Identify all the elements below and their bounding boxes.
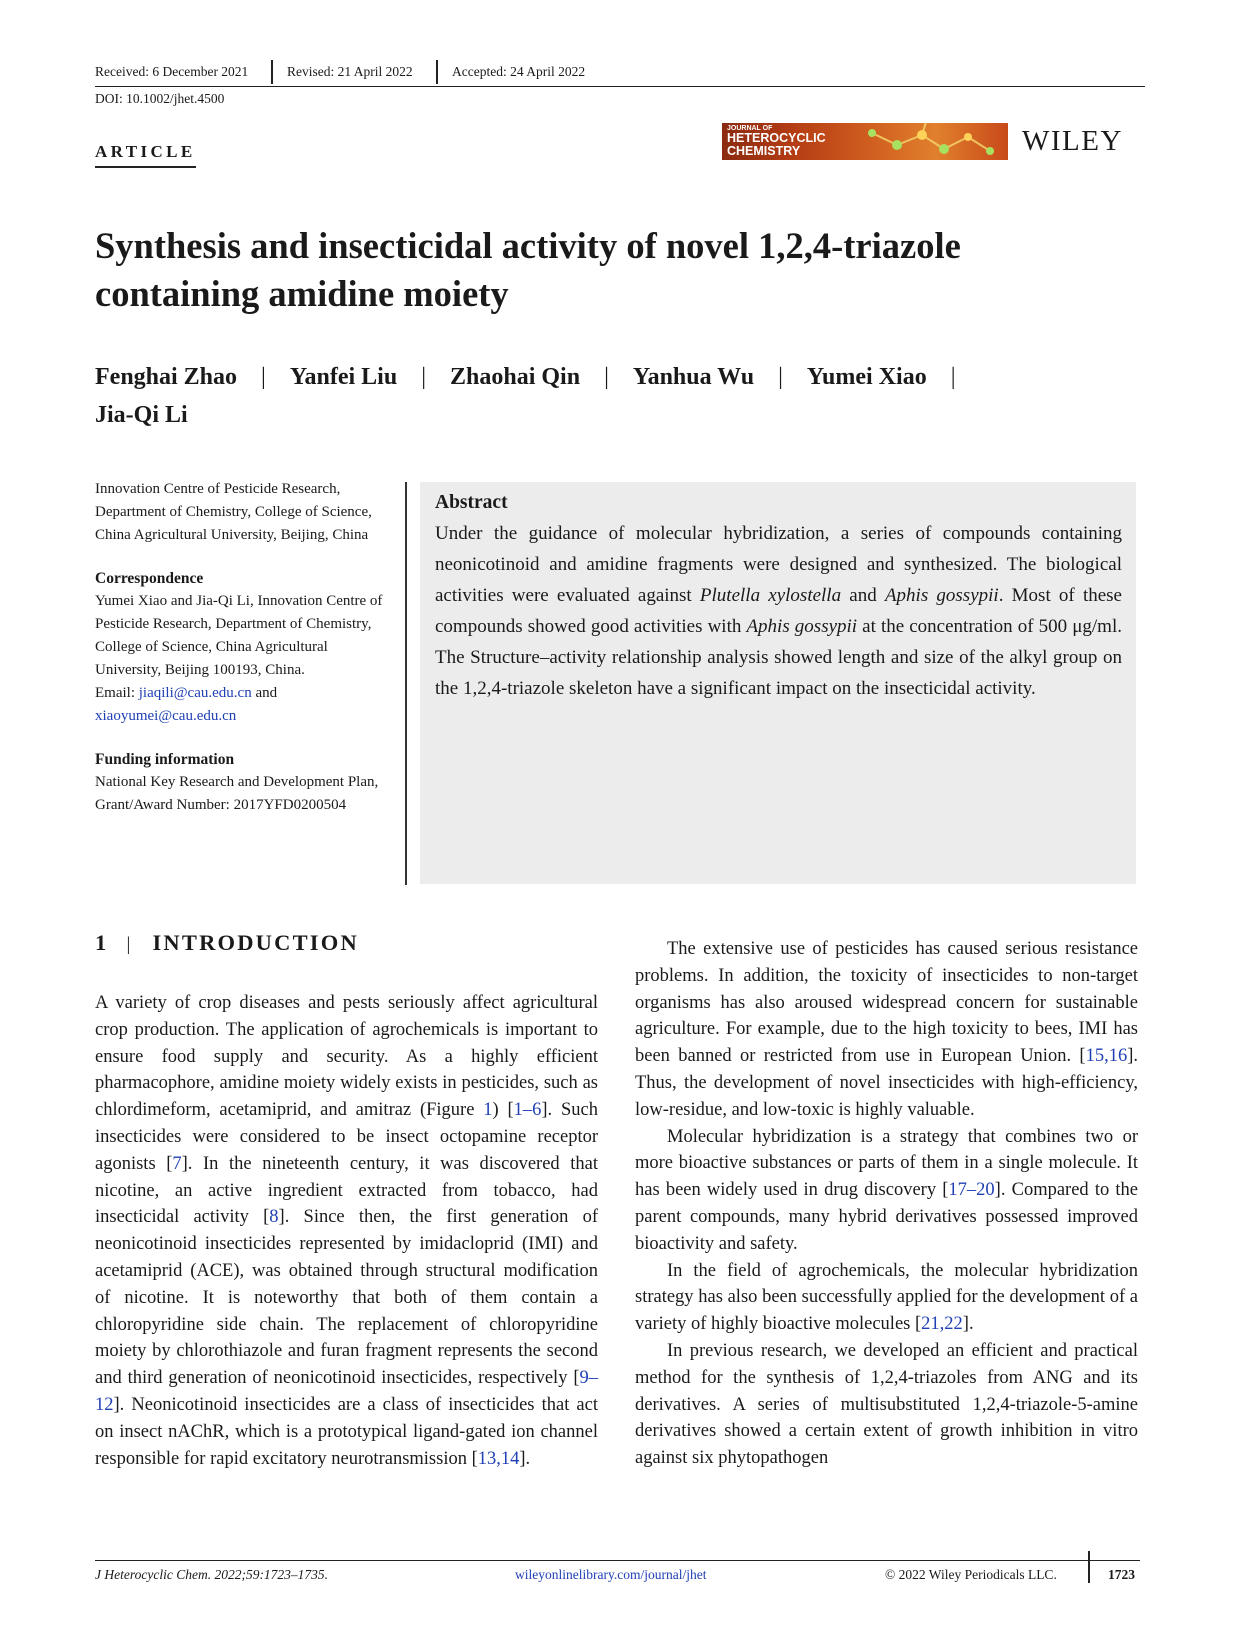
journal-logo	[722, 123, 1008, 160]
abstract-box	[420, 482, 1136, 884]
correspondence-email: Email: jiaqili@cau.edu.cn and xiaoyumei@cau.edu.cn	[95, 685, 278, 724]
revised-date: Revised: 21 April 2022	[287, 64, 413, 79]
author-separator: |	[950, 364, 956, 390]
journal-logo-text: JOURNAL OF HETEROCYCLIC CHEMISTRY	[727, 125, 826, 158]
funding-heading: Funding information	[95, 751, 235, 768]
article-type-label: ARTICLE	[95, 142, 196, 168]
copyright: © 2022 Wiley Periodicals LLC.	[885, 1567, 1057, 1582]
footer-divider	[1088, 1551, 1090, 1583]
author-name: Yumei Xiao	[806, 364, 927, 390]
doi: DOI: 10.1002/jhet.4500	[95, 91, 225, 106]
title-line: containing amidine moiety	[95, 273, 509, 314]
figure-link[interactable]: 1	[483, 1100, 493, 1121]
page-number: 1723	[1108, 1567, 1135, 1582]
section-separator: |	[126, 934, 133, 955]
intro-paragraph: In previous research, we developed an efficient and practical method for the synthesis of 1,2,4-triazoles from ANG and its derivatives. A series of multisubstituted 1,2,4-triazole-5-amine derivatives showed a certain extent of growth inhibition in vitro against six phytopathogen	[635, 1340, 1138, 1469]
reference-link[interactable]: 9–12	[95, 1368, 598, 1415]
correspondence-heading: Correspondence	[95, 570, 204, 587]
abstract-text: Under the guidance of molecular hybridization, a series of compounds containing neonicotinoid and amidine fragments were designed and synthesized. The biological activities were evaluated against Plutella xylostella and Aphis gossypii. Most of these compounds showed good activities with Aphis gossypii at the concentration of 500 μg/ml. The Structure–activity relationship analysis showed length and size of the alkyl group on the 1,2,4-triazole skeleton have a significant impact on the insecticidal activity.	[435, 523, 1122, 699]
abstract-heading: Abstract	[435, 492, 508, 513]
reference-link[interactable]: 13,14	[477, 1448, 520, 1469]
reference-link[interactable]: 21,22	[921, 1314, 963, 1335]
article-info-column	[95, 478, 390, 837]
email-link[interactable]: jiaqili@cau.edu.cn	[138, 685, 252, 701]
journal-url-link[interactable]: wileyonlinelibrary.com/journal/jhet	[515, 1567, 707, 1582]
title-line: Synthesis and insecticidal activity of novel 1,2,4-triazole	[95, 225, 961, 266]
species-name: Aphis gossypii	[884, 585, 999, 606]
reference-link[interactable]: 1–6	[513, 1100, 542, 1121]
intro-paragraph: In the field of agrochemicals, the molecular hybridization strategy has also been successfully applied for the development of a variety of highly bioactive molecules [21,22].	[635, 1260, 1138, 1335]
author-name: Fenghai Zhao	[95, 364, 238, 390]
body-column-right	[635, 936, 1138, 1472]
publisher-logo: WILEY	[1022, 125, 1123, 157]
author-separator: |	[604, 364, 609, 390]
author-name: Yanhua Wu	[632, 364, 755, 390]
reference-link[interactable]: 15,16	[1085, 1046, 1128, 1067]
reference-link[interactable]: 17–20	[948, 1180, 995, 1201]
author-separator: |	[421, 364, 427, 390]
body-column-left	[95, 990, 598, 1472]
author-separator: |	[261, 364, 266, 390]
section-title: INTRODUCTION	[152, 930, 359, 955]
author-list	[95, 358, 1155, 434]
received-date: Received: 6 December 2021	[95, 64, 249, 79]
funding-text: National Key Research and Development Plan, Grant/Award Number: 2017YFD0200504	[95, 774, 379, 813]
page-footer	[95, 1560, 1140, 1583]
intro-paragraph: Molecular hybridization is a strategy that combines two or more bioactive substances or parts of them in a single molecule. It has been widely used in drug discovery [17–20]. Compared to the parent compounds, many hybrid derivatives possessed improved bioactivity and safety.	[635, 1126, 1138, 1254]
intro-paragraph: The extensive use of pesticides has caused serious resistance problems. In addition, the toxicity of insecticides to non-target organisms has also aroused widespread concern for sustainable agriculture. For example, due to the high toxicity to bees, IMI has been banned or restricted from use in European Union. [15,16]. Thus, the development of novel insecticides with high-efficiency, low-residue, and low-toxic is highly valuable.	[635, 939, 1138, 1120]
reference-link[interactable]: 7	[172, 1153, 182, 1174]
dates-divider	[436, 60, 438, 84]
journal-citation: J Heterocyclic Chem. 2022;59:1723–1735.	[95, 1567, 329, 1582]
species-name: Aphis gossypii	[746, 616, 858, 637]
dates-divider	[271, 60, 273, 84]
email-link[interactable]: xiaoyumei@cau.edu.cn	[95, 708, 237, 724]
correspondence-text: Yumei Xiao and Jia-Qi Li, Innovation Centre of Pesticide Research, Department of Chemistry, College of Science, China Agricultural University, Beijing 100193, China.	[95, 593, 383, 678]
author-name: Jia-Qi Li	[95, 402, 188, 428]
author-name: Yanfei Liu	[289, 364, 398, 390]
column-divider	[405, 482, 407, 885]
author-name: Zhaohai Qin	[450, 364, 581, 390]
affiliation: Innovation Centre of Pesticide Research, Department of Chemistry, College of Science, China Agricultural University, Beijing, China	[95, 481, 372, 543]
section-number: 1	[95, 930, 109, 955]
reference-link[interactable]: 8	[269, 1207, 279, 1228]
dates-bar	[95, 60, 1145, 87]
accepted-date: Accepted: 24 April 2022	[452, 64, 586, 79]
author-separator: |	[778, 364, 783, 390]
intro-paragraph: A variety of crop diseases and pests seriously affect agricultural crop production. The application of agrochemicals is important to ensure food supply and security. As a highly efficient pharmacophore, amidine moiety widely exists in pesticides, such as chlordimeform, acetamiprid, and amitraz (Figure 1) [1–6]. Such insecticides were considered to be insect octopamine receptor agonists [7]. In the nineteenth century, it was discovered that nicotine, an active ingredient extracted from tobacco, had insecticidal activity [8]. Since then, the first generation of neonicotinoid insecticides represented by imidacloprid (IMI) and acetamiprid (ACE), was obtained through structural modification of nicotine. It is noteworthy that both of them contain a chloropyridine side chain. The replacement of chloropyridine moiety by chlorothiazole and furan fragment represents the second and third generation of neonicotinoid insecticides, respectively [9–12]. Neonicotinoid insecticides are a class of insecticides that act on insect nAChR, which is a prototypical ligand-gated ion channel responsible for rapid excitatory neurotransmission [13,14].	[95, 993, 599, 1469]
section-heading	[95, 930, 359, 956]
paper-title	[95, 222, 1155, 318]
species-name: Plutella xylostella	[699, 585, 842, 606]
